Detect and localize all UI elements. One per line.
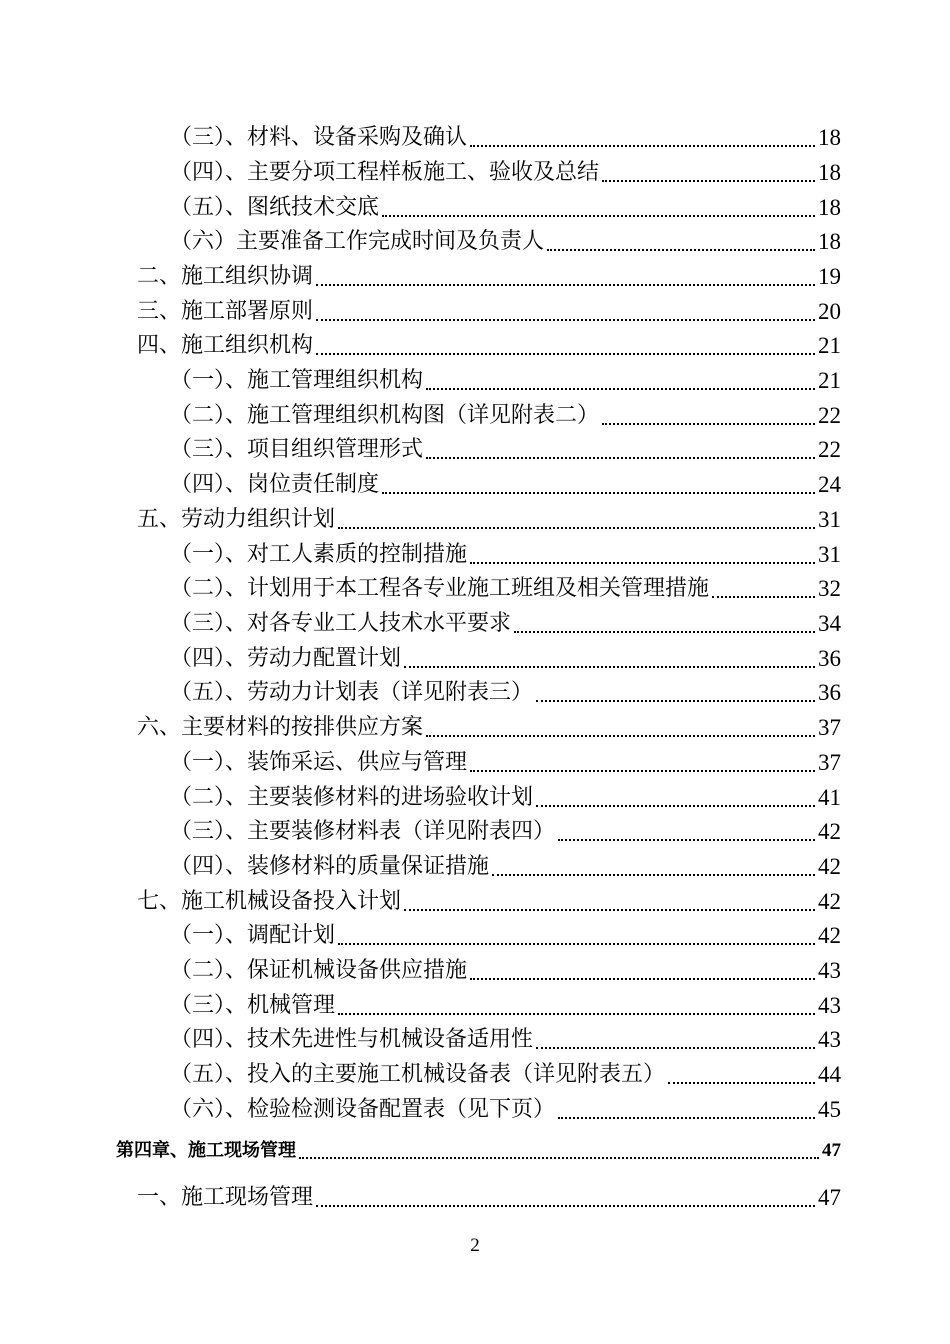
- toc-entry[interactable]: [170, 398, 841, 430]
- toc-entry-page: 18: [818, 229, 841, 254]
- toc-entry-page: 37: [818, 715, 841, 740]
- dot-leader: [602, 409, 815, 425]
- toc-entry[interactable]: [170, 675, 841, 707]
- toc-entry-title: （一）、对工人素质的控制措施: [170, 542, 468, 567]
- dot-leader: [536, 1033, 815, 1049]
- toc-entry-page: 19: [818, 264, 841, 289]
- toc-entry-title: （四）、劳动力配置计划: [170, 646, 402, 671]
- toc-entry-page: 47: [822, 1140, 841, 1161]
- toc-entry-page: 34: [818, 611, 841, 636]
- toc-entry[interactable]: [170, 155, 841, 187]
- toc-entry-page: 42: [818, 854, 841, 879]
- page-number: 2: [470, 1235, 480, 1256]
- toc-entry[interactable]: [170, 467, 841, 499]
- toc-entry-title: 二、施工组织协调: [137, 264, 314, 289]
- dot-leader: [536, 791, 815, 807]
- toc-entry-title: 第四章、施工现场管理: [116, 1140, 296, 1161]
- toc-entry-page: 43: [818, 1027, 841, 1052]
- toc-entry-title: （三）、材料、设备采购及确认: [170, 125, 468, 150]
- toc-entry-title: （五）、图纸技术交底: [170, 195, 380, 220]
- toc-entry[interactable]: [170, 606, 841, 638]
- toc-entry-title: （六）主要准备工作完成时间及负责人: [170, 229, 545, 254]
- toc-entry-title: 七、施工机械设备投入计划: [137, 889, 402, 914]
- toc-entry-page: 22: [818, 437, 841, 462]
- toc-entry[interactable]: [137, 259, 841, 291]
- toc-entry-title: （一）、施工管理组织机构: [170, 368, 424, 393]
- toc-entry-page: 22: [818, 403, 841, 428]
- toc-entry-page: 18: [818, 160, 841, 185]
- toc-entry-title: 一、施工现场管理: [137, 1185, 314, 1210]
- toc-entry[interactable]: [170, 190, 841, 222]
- dot-leader: [426, 443, 815, 459]
- toc-entry[interactable]: [170, 780, 841, 812]
- toc-entry[interactable]: [170, 120, 841, 152]
- toc-entry[interactable]: [170, 537, 841, 569]
- toc-chapter-entry[interactable]: [116, 1133, 841, 1165]
- toc-entry-page: 43: [818, 958, 841, 983]
- toc-entry-page: 42: [818, 819, 841, 844]
- toc-entry-page: 37: [818, 750, 841, 775]
- toc-entry-page: 32: [818, 576, 841, 601]
- dot-leader: [470, 131, 815, 147]
- toc-entry-title: （三）、对各专业工人技术水平要求: [170, 611, 512, 636]
- toc-entry-title: （六）、检验检测设备配置表（见下页）: [170, 1097, 556, 1122]
- dot-leader: [338, 929, 815, 945]
- dot-leader: [404, 895, 815, 911]
- toc-entry-title: （二）、主要装修材料的进场验收计划: [170, 785, 534, 810]
- dot-leader: [470, 548, 815, 564]
- toc-entry[interactable]: [170, 641, 841, 673]
- toc-entry[interactable]: [170, 1022, 841, 1054]
- toc-entry-title: 三、施工部署原则: [137, 299, 314, 324]
- dot-leader: [382, 478, 815, 494]
- dot-leader: [470, 964, 815, 980]
- dot-leader: [492, 860, 815, 876]
- toc-entry-title: （四）、技术先进性与机械设备适用性: [170, 1027, 534, 1052]
- dot-leader: [536, 686, 815, 702]
- toc-entry[interactable]: [137, 328, 841, 360]
- toc-entry-page: 36: [818, 646, 841, 671]
- toc-entry-title: （一）、装饰采运、供应与管理: [170, 750, 468, 775]
- dot-leader: [316, 305, 815, 321]
- toc-entry-title: （五）、投入的主要施工机械设备表（详见附表五）: [170, 1062, 666, 1087]
- toc-entry[interactable]: [170, 918, 841, 950]
- toc-entry-page: 42: [818, 923, 841, 948]
- toc-entry-page: 36: [818, 680, 841, 705]
- toc-entry-page: 43: [818, 993, 841, 1018]
- toc-entry[interactable]: [170, 1057, 841, 1089]
- dot-leader: [404, 652, 815, 668]
- dot-leader: [668, 1068, 815, 1084]
- toc-entry[interactable]: [170, 953, 841, 985]
- dot-leader: [514, 617, 815, 633]
- toc-entry-title: 六、主要材料的按排供应方案: [137, 715, 424, 740]
- toc-entry[interactable]: [170, 849, 841, 881]
- toc-entry-page: 21: [818, 333, 841, 358]
- dot-leader: [558, 825, 815, 841]
- toc-entry-title: （四）、装修材料的质量保证措施: [170, 854, 490, 879]
- toc-entry-page: 41: [818, 785, 841, 810]
- dot-leader: [470, 756, 815, 772]
- toc-entry-title: 四、施工组织机构: [137, 333, 314, 358]
- toc-entry-title: （五）、劳动力计划表（详见附表三）: [170, 680, 534, 705]
- toc-entry-page: 21: [818, 368, 841, 393]
- toc-entry[interactable]: [170, 1092, 841, 1124]
- toc-entry[interactable]: [137, 502, 841, 534]
- dot-leader: [338, 999, 815, 1015]
- dot-leader: [547, 235, 815, 251]
- toc-entry-title: （一）、调配计划: [170, 923, 336, 948]
- dot-leader: [712, 582, 815, 598]
- toc-entry-page: 18: [818, 125, 841, 150]
- toc-entry[interactable]: [170, 432, 841, 464]
- dot-leader: [558, 1103, 815, 1119]
- toc-entry-title: （三）、主要装修材料表（详见附表四）: [170, 819, 556, 844]
- toc-entry-page: 42: [818, 889, 841, 914]
- toc-entry[interactable]: [170, 745, 841, 777]
- toc-entry-title: 五、劳动力组织计划: [137, 507, 336, 532]
- toc-entry-page: 47: [818, 1185, 841, 1210]
- toc-entry-title: （三）、机械管理: [170, 993, 336, 1018]
- dot-leader: [299, 1143, 819, 1159]
- toc-entry-page: 31: [818, 542, 841, 567]
- dot-leader: [316, 339, 815, 355]
- toc-entry[interactable]: [137, 1180, 841, 1212]
- toc-entry-title: （二）、保证机械设备供应措施: [170, 958, 468, 983]
- toc-entry-page: 44: [818, 1062, 841, 1087]
- toc-entry[interactable]: [137, 884, 841, 916]
- toc-entry-page: 24: [818, 472, 841, 497]
- toc-entry-title: （四）、主要分项工程样板施工、验收及总结: [170, 160, 600, 185]
- toc-entry-title: （二）、计划用于本工程各专业施工班组及相关管理措施: [170, 576, 710, 601]
- dot-leader: [338, 513, 815, 529]
- dot-leader: [426, 721, 815, 737]
- toc-entry-page: 20: [818, 299, 841, 324]
- dot-leader: [426, 374, 815, 390]
- toc-entry-page: 18: [818, 195, 841, 220]
- toc-entry-page: 45: [818, 1097, 841, 1122]
- toc-entry[interactable]: [170, 363, 841, 395]
- toc-entry[interactable]: [170, 988, 841, 1020]
- toc-entry[interactable]: [170, 571, 841, 603]
- dot-leader: [316, 1191, 815, 1207]
- toc-entry-title: （二）、施工管理组织机构图（详见附表二）: [170, 403, 600, 428]
- dot-leader: [602, 166, 815, 182]
- dot-leader: [316, 270, 815, 286]
- dot-leader: [382, 201, 815, 217]
- toc-entry[interactable]: [170, 224, 841, 256]
- toc-entry[interactable]: [170, 814, 841, 846]
- toc-entry-title: （四）、岗位责任制度: [170, 472, 380, 497]
- toc-entry-page: 31: [818, 507, 841, 532]
- toc-entry[interactable]: [137, 710, 841, 742]
- toc-entry-title: （三）、项目组织管理形式: [170, 437, 424, 462]
- toc-entry[interactable]: [137, 294, 841, 326]
